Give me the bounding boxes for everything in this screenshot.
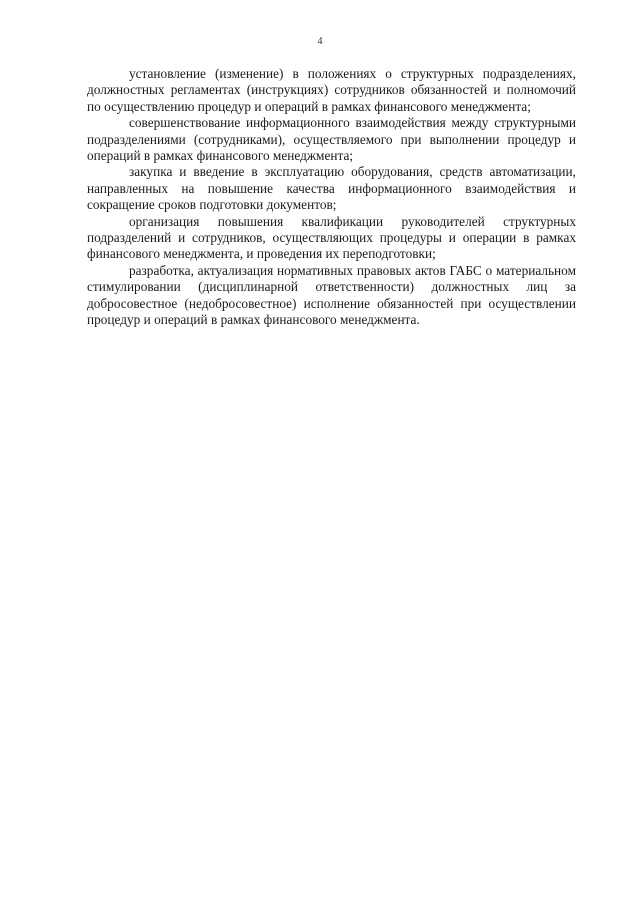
document-body bbox=[87, 66, 576, 329]
paragraph-3: закупка и введение в эксплуатацию оборудования, средств автоматизации, направленных на повышение качества информационного взаимодействия и сокращение сроков подготовки документов; bbox=[87, 164, 576, 213]
paragraph-4: организация повышения квалификации руководителей структурных подразделений и сотрудников, осуществляющих процедуры и операции в рамках финансового менеджмента, и проведения их переподготовки; bbox=[87, 213, 576, 262]
paragraph-5: разработка, актуализация нормативных правовых актов ГАБС о материальном стимулировании (дисциплинарной ответственности) должностных лиц за добросовестное (недобросовестное) исполнение обязанностей при осуществлении процедур и операций в рамках финансового менеджмента. bbox=[87, 262, 576, 328]
paragraph-2: совершенствование информационного взаимодействия между структурными подразделениями (сотрудниками), осуществляемого при выполнении процедур и операций в рамках финансового менеджмента; bbox=[87, 115, 576, 164]
page-number: 4 bbox=[317, 36, 323, 47]
paragraph-1: установление (изменение) в положениях о структурных подразделениях, должностных регламентах (инструкциях) сотрудников обязанностей и полномочий по осуществлению процедур и операций в рамках финансового менеджмента; bbox=[87, 66, 576, 114]
